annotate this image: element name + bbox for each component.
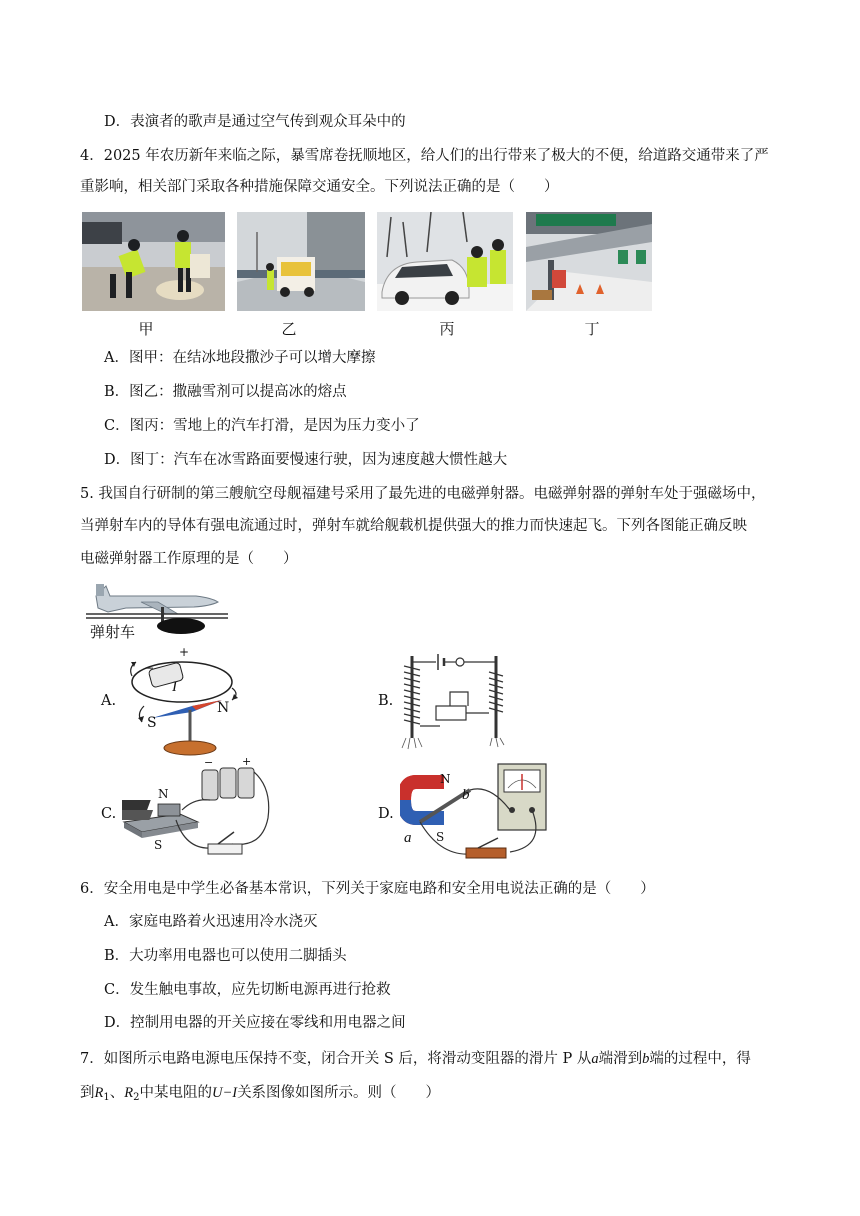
q5-stem-line2: 当弹射车内的导体有强电流通过时，弹射车就给舰载机提供强大的推力而快速起飞。下列各图能正确反映 [80, 518, 747, 534]
photo-ding [526, 212, 652, 311]
figure-a-oersted [122, 648, 252, 760]
launcher-label: 弹射车 [90, 623, 136, 641]
q5-option-b-label: B. [378, 693, 394, 709]
fig-c-north: N [158, 787, 169, 801]
fig-d-south: S [436, 830, 445, 844]
q7-l2-t1: 中某电阻的 [139, 1085, 212, 1101]
fig-a-plus: + [179, 648, 190, 659]
caption-ding: 丁 [584, 320, 600, 338]
q6-stem: 6．安全用电是中学生必备基本常识，下列关于家庭电路和安全用电说法正确的是（ ） [80, 881, 655, 897]
fig-a-current-label: I [172, 679, 177, 695]
q6-option-c: C．发生触电事故，应先切断电源再进行抢救 [104, 982, 391, 998]
caption-jia: 甲 [138, 320, 154, 338]
q7-r1: R [94, 1085, 104, 1101]
fig-a-minus: − [144, 661, 155, 675]
fig-c-south: S [154, 838, 163, 852]
q5-stem-line3: 电磁弹射器工作原理的是（ ） [80, 551, 298, 567]
q6-option-d: D．控制用电器的开关应接在零线和用电器之间 [104, 1015, 406, 1031]
fig-d-end-b: b [462, 787, 470, 803]
q7-r2: R [124, 1085, 134, 1101]
caption-bing: 丙 [439, 320, 455, 338]
fig-d-north: N [440, 772, 451, 786]
fig-a-north: N [217, 700, 230, 716]
fig-a-south: S [147, 715, 157, 731]
figure-b-electromagnets [400, 648, 515, 752]
q4-stem-line2: 重影响，相关部门采取各种措施保障交通安全。下列说法正确的是（ ） [80, 179, 559, 195]
caption-yi: 乙 [281, 320, 297, 338]
q7-point-b: b [642, 1051, 650, 1067]
figure-d-induction [400, 760, 550, 864]
fig-d-end-a: a [404, 830, 412, 846]
q7-l1-t2: 端滑到 [598, 1051, 643, 1067]
fig-c-plus: + [242, 758, 252, 768]
photo-bing [377, 212, 513, 311]
fig-c-minus: − [204, 758, 214, 769]
fighter-jet-icon [96, 584, 218, 614]
q7-r2-sub: 2 [133, 1092, 140, 1103]
q5-option-d-label: D. [378, 806, 394, 822]
q4-option-a: A．图甲：在结冰地段撒沙子可以增大摩擦 [104, 350, 376, 366]
q7-ui-symbol: U−I [211, 1085, 238, 1101]
q7-stem-line2 [80, 1083, 440, 1108]
q7-l2-t0: 到 [80, 1085, 95, 1101]
q7-r1-sub: 1 [103, 1092, 110, 1103]
q4-option-c: C．图丙：雪地上的汽车打滑，是因为压力变小了 [104, 418, 420, 434]
photo-yi [237, 212, 365, 311]
photo-jia [82, 212, 225, 311]
q5-option-c-label: C. [101, 806, 117, 822]
q7-sep: 、 [109, 1085, 125, 1101]
q7-point-a: a [591, 1051, 599, 1067]
q7-l2-t2: 关系图像如图所示。则（ ） [237, 1085, 441, 1101]
q7-l1-t1: 7．如图所示电路电源电压保持不变，闭合开关 S 后，将滑动变阻器的滑片 P 从 [80, 1051, 592, 1067]
q6-option-a: A．家庭电路着火迅速用冷水浇灭 [104, 914, 318, 930]
q4-stem-line1: 4．2025 年农历新年来临之际，暴雪席卷抚顺地区，给人们的出行带来了极大的不便，给道路交通带来了严 [80, 148, 769, 164]
figure-c-motor [122, 758, 277, 864]
q7-l1-t3: 端的过程中，得 [649, 1051, 751, 1067]
q6-option-b: B．大功率用电器也可以使用二脚插头 [104, 948, 347, 964]
q4-option-b: B．图乙：撒融雪剂可以提高冰的熔点 [104, 384, 347, 400]
q5-option-a-label: A. [101, 693, 117, 709]
q4-option-d: D．图丁：汽车在冰雪路面要慢速行驶，因为速度越大惯性越大 [104, 452, 508, 468]
q3-option-d: D．表演者的歌声是通过空气传到观众耳朵中的 [104, 114, 406, 130]
q5-stem-line1: 5. 我国自行研制的第三艘航空母舰福建号采用了最先进的电磁弹射器。电磁弹射器的弹射车处于强磁场中， [80, 486, 766, 502]
q7-stem-line1 [80, 1049, 751, 1069]
